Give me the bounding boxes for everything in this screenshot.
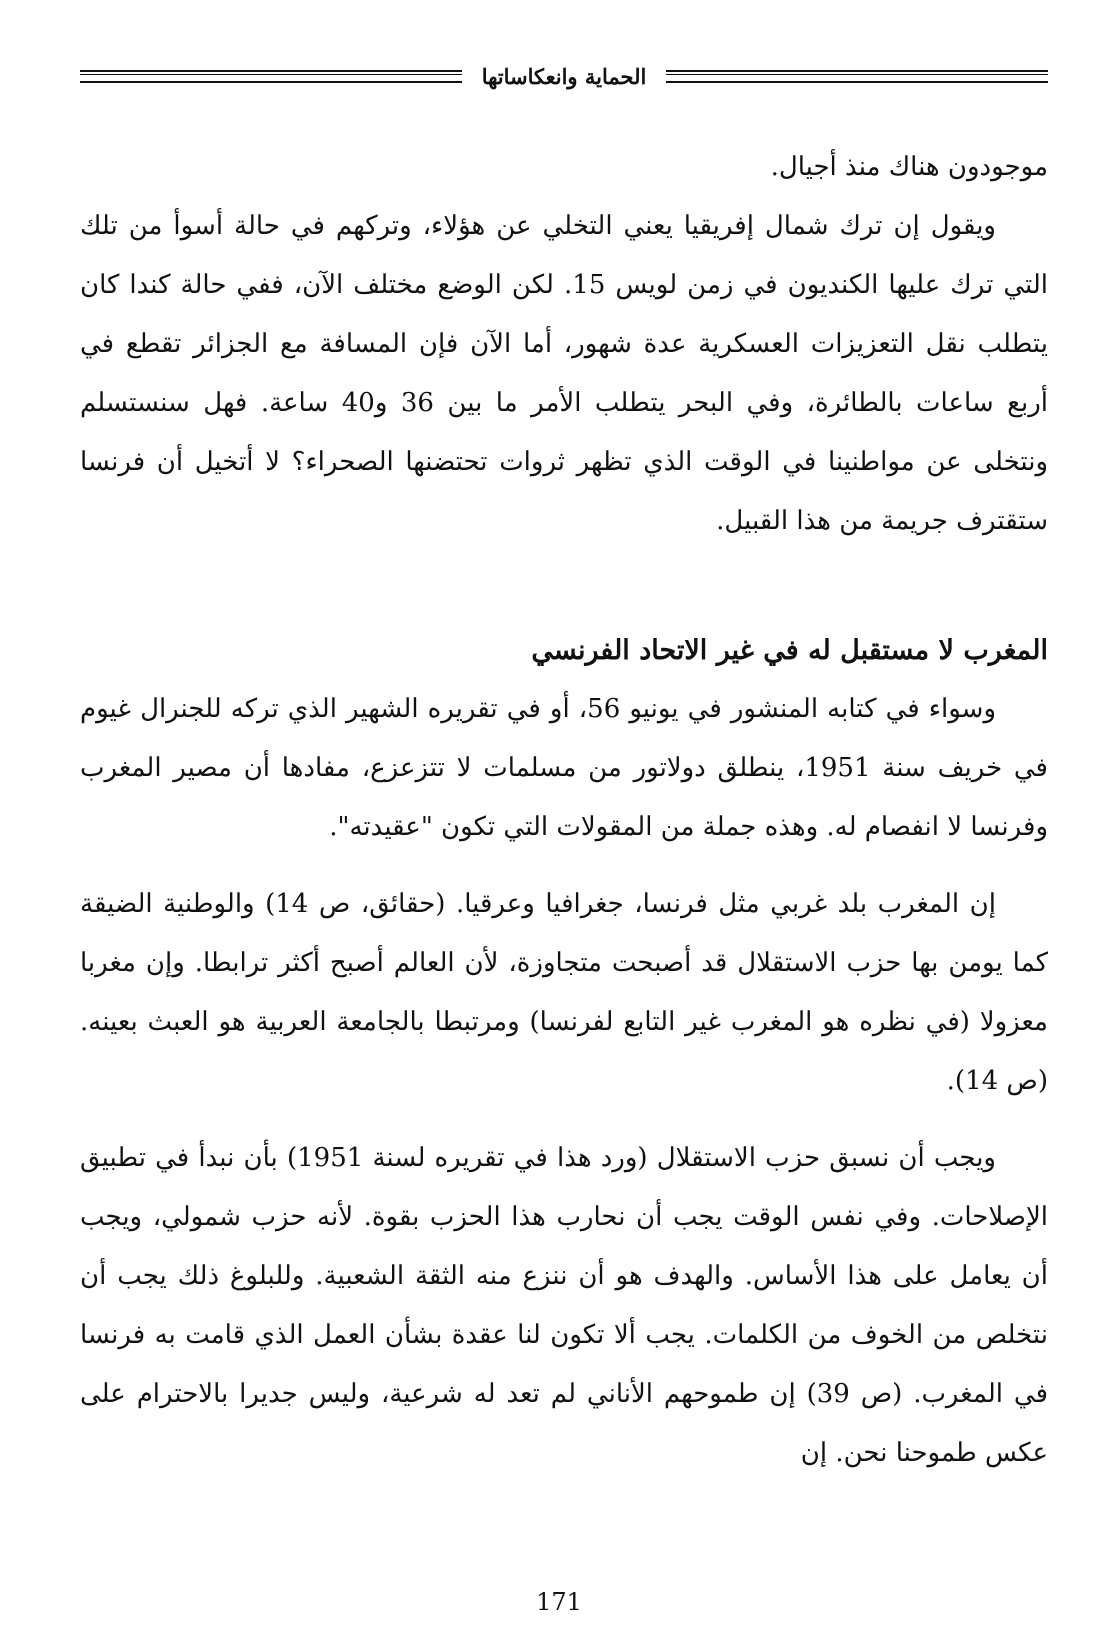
running-title: الحماية وانعكاساتها (481, 63, 647, 89)
paragraph: ويجب أن نسبق حزب الاستقلال (ورد هذا في تقريره لسنة 1951) بأن نبدأ في تطبيق الإصلاحات. وفي نفس الوقت يجب أن نحارب هذا الحزب بقوة. لأنه حزب شمولي، ويجب أن يعامل على هذا الأساس. والهدف هو أن ننزع منه الثقة الشعبية. وللبلوغ ذلك يجب أن نتخلص من الخوف من الكلمات. يجب ألا تكون لنا عقدة بشأن العمل الذي قامت به فرنسا في المغرب. (ص 39) إن طموحهم الأناني لم تعد له شرعية، وليس جديرا بالاحترام على عكس طموحنا نحن. إن (80, 1143, 1049, 1468)
page-number: 171 (536, 1588, 582, 1616)
page-body (80, 138, 1048, 1483)
paragraph-continuation: موجودون هناك منذ أجيال. (770, 152, 1048, 182)
header-rule-right (666, 70, 1048, 83)
paragraph: إن المغرب بلد غربي مثل فرنسا، جغرافيا وعرقيا. (حقائق، ص 14) والوطنية الضيقة كما يومن بها حزب الاستقلال قد أصبحت متجاوزة، لأن العالم أصبح أكثر ترابطا. وإن مغربا معزولا (في نظره هو المغرب غير التابع لفرنسا) ومرتبطا بالجامعة العربية هو العبث بعينه. (ص 14). (80, 889, 1048, 1096)
paragraph: ويقول إن ترك شمال إفريقيا يعني التخلي عن هؤلاء، وتركهم في حالة أسوأ من تلك التي ترك عليها الكنديون في زمن لويس 15. لكن الوضع مختلف الآن، ففي حالة كندا كان يتطلب نقل التعزيزات العسكرية عدة شهور، أما الآن فإن المسافة مع الجزائر تقطع في أربع ساعات بالطائرة، وفي البحر يتطلب الأمر ما بين 36 و40 ساعة. فهل سنستسلم ونتخلى عن مواطنينا في الوقت الذي تظهر ثروات تحتضنها الصحراء؟ لا أتخيل أن فرنسا ستقترف جريمة من هذا القبيل. (80, 211, 1048, 536)
running-header (80, 58, 1048, 94)
header-rule-left (80, 70, 462, 83)
section-heading: المغرب لا مستقبل له في غير الاتحاد الفرنسي (531, 635, 1048, 666)
paragraph: وسواء في كتابه المنشور في يونيو 56، أو في تقريره الشهير الذي تركه للجنرال غيوم في خريف سنة 1951، ينطلق دولاتور من مسلمات لا تتزعزع، مفادها أن مصير المغرب وفرنسا لا انفصام له. وهذه جملة من المقولات التي تكون "عقيدته". (80, 694, 1048, 842)
